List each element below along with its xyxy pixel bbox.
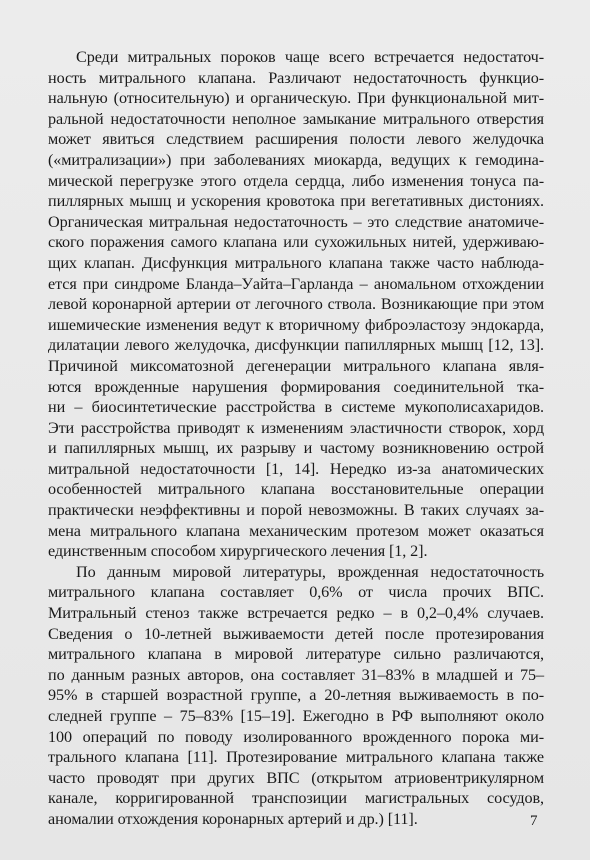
text-line: Причиной миксоматозной дегенерации митрального клапана явля-: [48, 356, 544, 375]
text-line: особенностей митрального клапана восстановительные операции: [48, 480, 544, 499]
text-line: по данным разных авторов, она составляет 31–83% в младшей и 75–: [48, 665, 544, 684]
text-line: Органическая митральная недостаточность – это следствие анатомиче-: [48, 212, 544, 231]
text-line: единственным способом хирургического лечения [1, 2].: [48, 542, 428, 561]
text-line: («митрализации») при заболеваниях миокарда, ведущих к гемодина-: [48, 150, 544, 169]
text-line: мической перегрузке этого отдела сердца, либо изменения тонуса па-: [48, 171, 544, 190]
text-line: митральной недостаточности [1, 14]. Нередко из-за анатомических: [48, 459, 544, 478]
text-line: ются врожденные нарушения формирования соединительной тка-: [48, 377, 544, 396]
text-line: ского поражения самого клапана или сухожильных нитей, удерживаю-: [48, 233, 544, 252]
text-line: митрального клапана составляет 0,6% от числа прочих ВПС.: [48, 583, 544, 602]
text-line: может явиться следствием расширения полости левого желудочка: [48, 130, 544, 149]
text-line: 100 операций по поводу изолированного врожденного порока ми-: [48, 727, 544, 746]
text-line: следней группе – 75–83% [15–19]. Ежегодно в РФ выполняют около: [48, 707, 544, 725]
text-line: ность митрального клапана. Различают недостаточность функцио-: [48, 68, 544, 87]
text-line: Сведения о 10-летней выживаемости детей после протезирования: [48, 624, 544, 643]
body-text: [48, 47, 544, 830]
text-line: пиллярных мышц и ускорения кровотока при вегетативных дистониях.: [48, 192, 544, 211]
text-line: часто проводят при других ВПС (открытом атриовентрикулярном: [48, 768, 544, 787]
text-line: дилатации левого желудочка, дисфункции папиллярных мышц [12, 13].: [48, 336, 544, 355]
text-line: канале, корригированной транспозиции магистральных сосудов,: [48, 789, 544, 808]
text-line: аномалии отхождения коронарных артерий и др.) [11].: [48, 809, 418, 828]
text-line: митрального клапана в мировой литературе сильно различаются,: [48, 645, 544, 664]
text-line: ется при синдроме Бланда–Уайта–Гарланда – аномальном отхождении: [48, 274, 544, 293]
text-line: Эти расстройства приводят к изменениям эластичности створок, хорд: [48, 418, 544, 437]
text-line: 95% в старшей возрастной группе, а 20-летняя выживаемость в по-: [48, 686, 544, 705]
text-line: ишемические изменения ведут к вторичному фиброэластозу эндокарда,: [48, 315, 544, 334]
text-line: левой коронарной артерии от легочного ствола. Возникающие при этом: [48, 295, 544, 314]
text-line: Среди митральных пороков чаще всего встречается недостаточ-: [76, 48, 544, 66]
text-line: мена митрального клапана механическим протезом может оказаться: [48, 521, 544, 540]
text-line: ни – биосинтетические расстройства в системе мукополисахаридов.: [48, 398, 544, 417]
page-number: 7: [530, 813, 538, 829]
text-line: щих клапан. Дисфункция митрального клапана также часто наблюда-: [48, 253, 544, 272]
text-line: По данным мировой литературы, врожденная недостаточность: [76, 562, 544, 581]
paragraph-1: [48, 47, 544, 562]
text-line: ральной недостаточности неполное замыкание митрального отверстия: [48, 109, 544, 128]
text-line: Митральный стеноз также встречается редко – в 0,2–0,4% случаев.: [48, 604, 544, 623]
text-line: практически неэффективны и порой невозможны. В таких случаях за-: [48, 501, 544, 520]
text-line: трального клапана [11]. Протезирование митрального клапана также: [48, 748, 544, 767]
text-line: нальную (относительную) и органическую. При функциональной мит-: [48, 89, 544, 108]
paragraph-2: [48, 562, 544, 830]
text-line: и папиллярных мышц, их разрыву и частому возникновению острой: [48, 439, 544, 458]
